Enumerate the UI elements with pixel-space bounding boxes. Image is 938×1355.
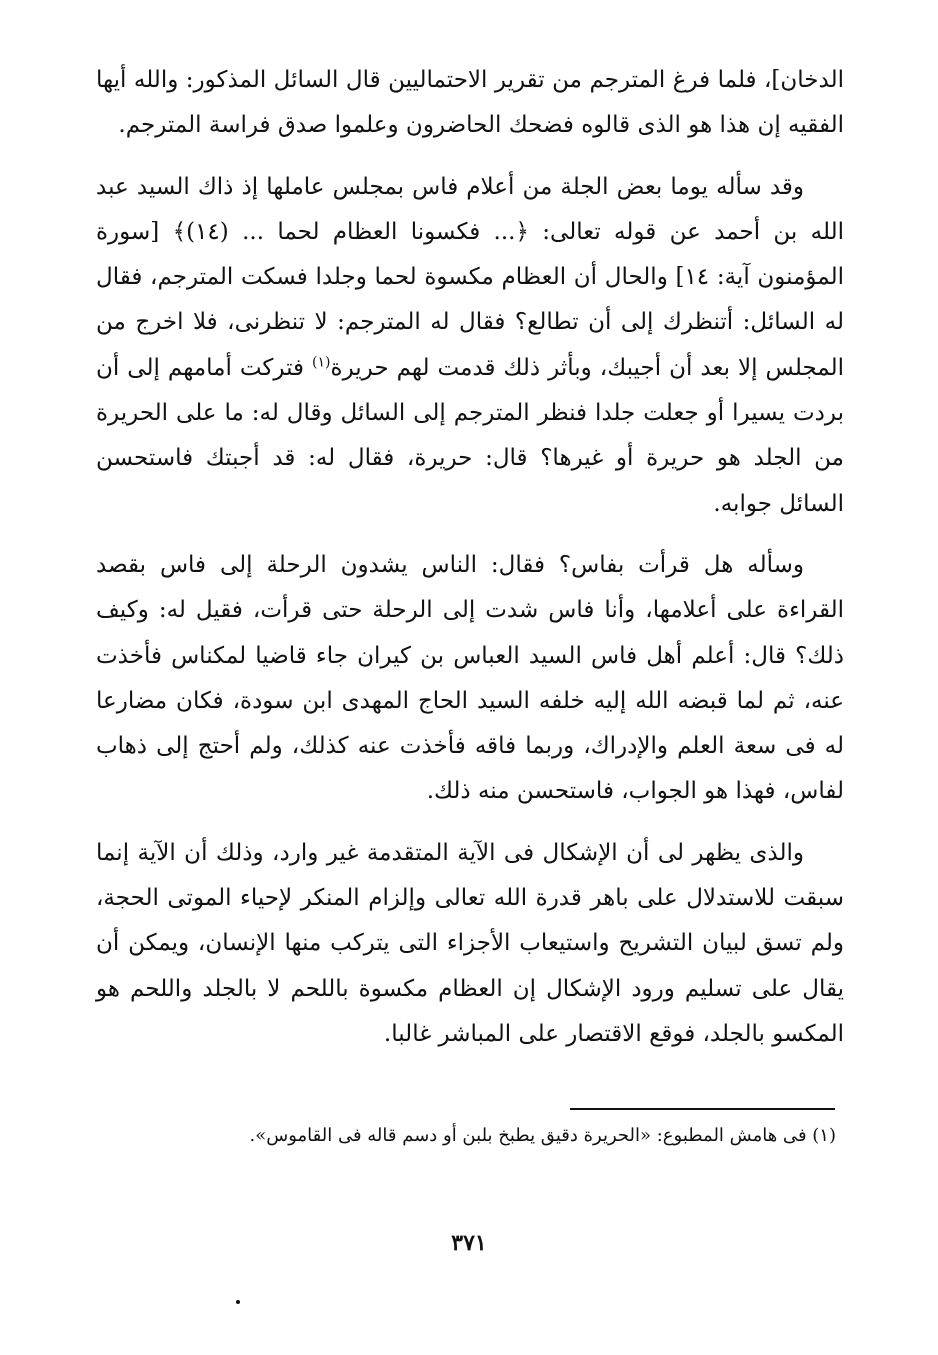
footnote-divider — [570, 1108, 835, 1110]
paragraph-3: وسأله هل قرأت بفاس؟ فقال: الناس يشدون الرحلة إلى فاس بقصد القراءة على أعلامها، وأنا فاس شدت إلى الرحلة حتى قرأت، فقيل له: وكيف ذلك؟ قال: أعلم أهل فاس السيد العباس بن كيران جاء قاضيا لمكناس فأخذت عنه، ثم لما قبضه الله إليه خلفه السيد الحاج المهدى ابن سودة، فكان مضارعا له فى سعة العلم والإدراك، وربما فاقه فأخذت عنه كذلك، ولم أحتج إلى ذهاب لفاس، فهذا هو الجواب، فاستحسن منه ذلك. — [96, 551, 844, 805]
paragraph-1: الدخان]، فلما فرغ المترجم من تقرير الاحتماليين قال السائل المذكور: والله أيها الفقيه إن هذا هو الذى قالوه فضحك الحاضرون وعلموا صدق فراسة المترجم. — [96, 67, 844, 139]
footnote: (١) فى هامش المطبوع: «الحريرة دقيق يطبخ بلبن أو دسم قاله فى القاموس». — [249, 1125, 836, 1146]
paragraph-4: والذى يظهر لى أن الإشكال فى الآية المتقدمة غير وارد، وذلك أن الآية إنما سبقت للاستدلال على باهر قدرة الله تعالى وإلزام المنكر لإحياء الموتى الحجة، ولم تسق لبيان التشريح واستيعاب الأجزاء التى يتركب منها الإنسان، ويمكن أن يقال على تسليم ورود الإشكال إن العظام مكسوة باللحم لا بالجلد واللحم هو المكسو بالجلد، فوقع الاقتصار على المباشر غالبا. — [96, 839, 844, 1047]
main-text — [96, 58, 844, 1073]
paragraph-2-text: وقد سأله يوما بعض الجلة من أعلام فاس بمجلس عاملها إذ ذاك السيد عبد الله بن أحمد عن قوله تعالى: ﴿... فكسونا العظام لحما ... (١٤)﴾ [سورة المؤمنون آية: ١٤] والحال أن العظام مكسوة لحما وجلدا فسكت المترجم، فقال له السائل: أتنظرك إلى أن تطالع؟ فقال له المترجم: لا تنظرنى، فلا اخرج من المجلس إلا بعد أن أجيبك، وبأثر ذلك قدمت لهم حريرة — [96, 173, 845, 381]
page-number: ٣٧١ — [451, 1230, 487, 1256]
scan-speck — [236, 1300, 240, 1304]
paragraph-2 — [96, 165, 844, 527]
footnote-reference: (١) — [312, 354, 331, 371]
paragraph-2-continued: فتركت أمامهم إلى أن بردت يسيرا أو جعلت جلدا فنظر المترجم إلى السائل وقال له: ما على الحريرة من الجلد هو حريرة أو غيرها؟ قال: حريرة، فقال له: قد أجبتك فاستحسن السائل جوابه. — [96, 354, 844, 517]
